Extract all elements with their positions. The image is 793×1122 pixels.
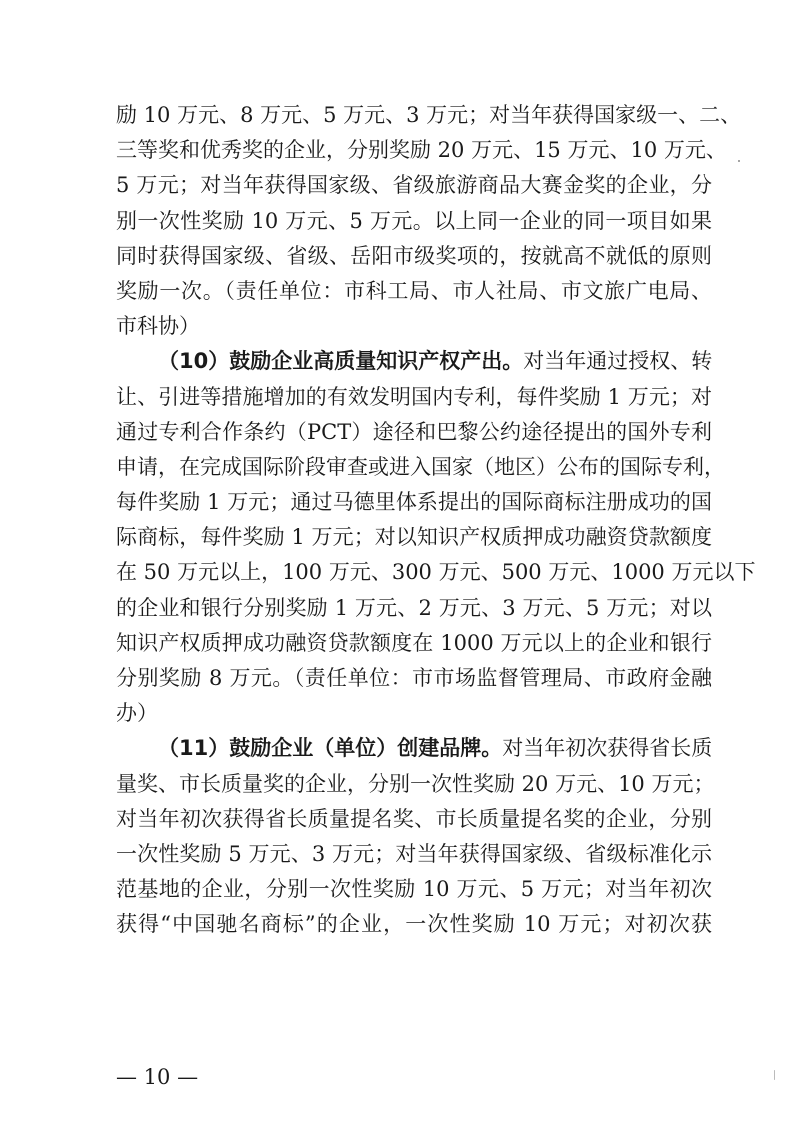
text-line: 奖励一次。（责任单位：市科工局、市人社局、市文旅广电局、 bbox=[116, 278, 712, 303]
text-line: 市科协） bbox=[116, 314, 200, 339]
text-line: 办） bbox=[116, 701, 158, 726]
section-10-text: 对当年通过授权、转 bbox=[523, 349, 713, 374]
section-10-heading: （10）鼓励企业高质量知识产权产出。 bbox=[158, 349, 524, 374]
text-line: 5 万元；对当年获得国家级、省级旅游商品大赛金奖的企业，分 bbox=[116, 173, 712, 198]
text-line: 通过专利合作条约（PCT）途径和巴黎公约途径提出的国外专利 bbox=[116, 419, 712, 444]
section-10-first-line bbox=[116, 344, 712, 379]
text-line: 范基地的企业，分别一次性奖励 10 万元、5 万元；对当年初次 bbox=[116, 877, 712, 902]
text-line: 励 10 万元、8 万元、5 万元、3 万元；对当年获得国家级一、二、 bbox=[116, 103, 742, 127]
text-line: 每件奖励 1 万元；通过马德里体系提出的国际商标注册成功的国 bbox=[116, 490, 712, 515]
text-line: 同时获得国家级、省级、岳阳市级奖项的，按就高不就低的原则 bbox=[116, 243, 712, 268]
text-line: 的企业和银行分别奖励 1 万元、2 万元、3 万元、5 万元；对以 bbox=[116, 595, 712, 620]
text-line: 别一次性奖励 10 万元、5 万元。以上同一企业的同一项目如果 bbox=[116, 208, 712, 233]
text-line: 获得“中国驰名商标”的企业，一次性奖励 10 万元；对初次获 bbox=[116, 912, 712, 937]
scan-speck bbox=[774, 1070, 775, 1080]
text-line: 对当年初次获得省长质量提名奖、市长质量提名奖的企业，分别 bbox=[116, 806, 712, 831]
text-line: 让、引进等措施增加的有效发明国内专利，每件奖励 1 万元；对 bbox=[116, 384, 712, 409]
page-number: — 10 — bbox=[116, 1065, 199, 1089]
body-text bbox=[116, 98, 756, 943]
text-line: 分别奖励 8 万元。（责任单位：市市场监督管理局、市政府金融 bbox=[116, 666, 712, 690]
text-line: 知识产权质押成功融资贷款额度在 1000 万元以上的企业和银行 bbox=[116, 630, 712, 655]
section-11-text: 对当年初次获得省长质 bbox=[502, 736, 713, 761]
text-line: 申请，在完成国际阶段审查或进入国家（地区）公布的国际专利， bbox=[116, 454, 725, 479]
text-line: 际商标，每件奖励 1 万元；对以知识产权质押成功融资贷款额度 bbox=[116, 525, 712, 550]
text-line: 量奖、市长质量奖的企业，分别一次性奖励 20 万元、10 万元； bbox=[116, 771, 715, 796]
section-11-heading: （11）鼓励企业（单位）创建品牌。 bbox=[158, 736, 503, 761]
text-line: 一次性奖励 5 万元、3 万元；对当年获得国家级、省级标准化示 bbox=[116, 841, 712, 866]
section-11-first-line bbox=[116, 731, 712, 766]
text-line: 三等奖和优秀奖的企业，分别奖励 20 万元、15 万元、10 万元、 bbox=[116, 138, 727, 163]
scan-speck bbox=[738, 160, 740, 162]
text-line: 在 50 万元以上，100 万元、300 万元、500 万元、1000 万元以下 bbox=[116, 560, 756, 585]
